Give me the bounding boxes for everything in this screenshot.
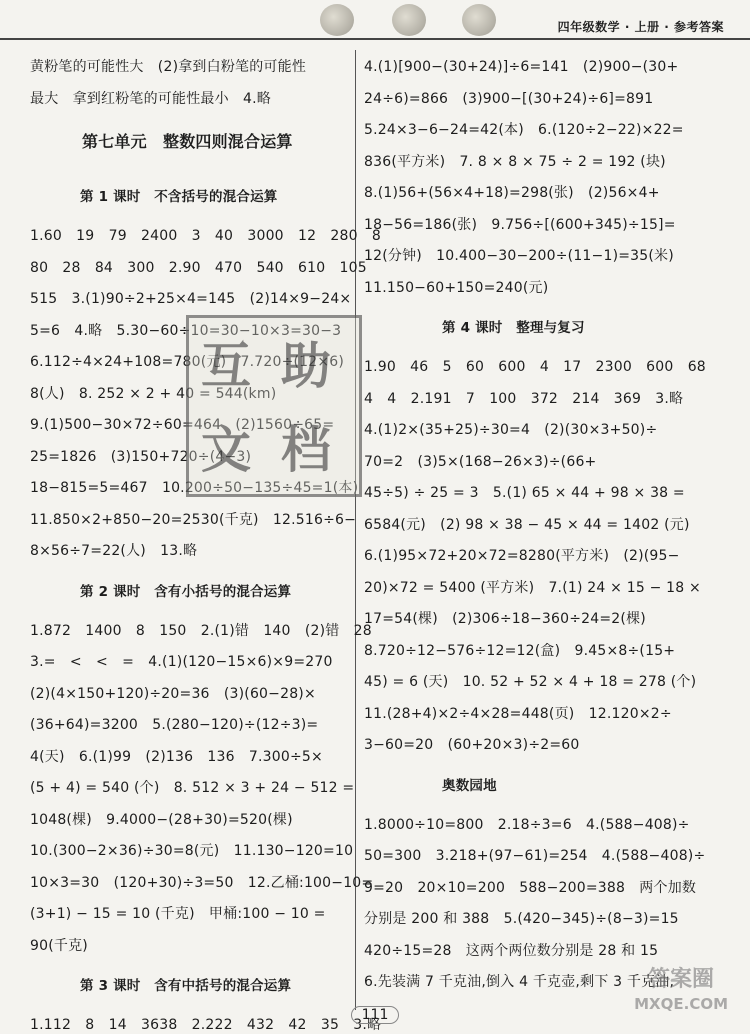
- answer-line: 6.112÷4×24+108=780(元) 7.720÷(12×6): [30, 354, 345, 370]
- answer-line: 3−60=20 (60+20×3)÷2=60: [364, 737, 580, 753]
- answer-line: 50=300 3.218+(97−61)=254 4.(588−408)÷: [364, 848, 706, 864]
- answer-line: (5 + 4) = 540 (个) 8. 512 × 3 + 24 − 512 =: [30, 780, 355, 796]
- answer-line: 4.(1)[900−(30+24)]÷6=141 (2)900−(30+: [364, 59, 679, 75]
- watermark-logo: [634, 968, 728, 1016]
- answer-line: 18−815=5=467 10.200÷50−135÷45=1(本): [30, 480, 359, 496]
- page-header: [0, 0, 750, 44]
- answer-line: 9.(1)500−30×72÷60=464 (2)1560÷65=: [30, 417, 335, 433]
- cartoon-icon: [392, 4, 426, 36]
- column-divider: [355, 50, 356, 1010]
- answer-line: 515 3.(1)90÷2+25×4=145 (2)14×9−24×: [30, 291, 352, 307]
- answer-line: 24÷6)=866 (3)900−[(30+24)÷6]=891: [364, 90, 654, 107]
- unit-heading: 第七单元 整数四则混合运算: [82, 132, 293, 151]
- answer-line: 836(平方米) 7. 8 × 8 × 75 ÷ 2 = 192 (块): [364, 153, 666, 170]
- page-number-label: 111: [351, 1006, 400, 1024]
- answer-line: 8×56÷7=22(人) 13.略: [30, 543, 198, 559]
- answer-line: 8(人) 8. 252 × 2 + 40 = 544(km): [30, 385, 277, 402]
- answer-line: 90(千克): [30, 937, 88, 954]
- answer-line: 1.872 1400 8 150 2.(1)错 140 (2)错 28: [30, 622, 372, 639]
- answer-line: 6.先装满 7 千克油,倒入 4 千克壶,剩下 3 千克油,: [364, 974, 675, 990]
- stamp-char: 文: [201, 420, 251, 479]
- answer-line: 10.(300−2×36)÷30=8(元) 11.130−120=10: [30, 843, 354, 859]
- lesson-heading: 第 3 课时 含有中括号的混合运算: [80, 978, 292, 994]
- answer-line: 1.60 19 79 2400 3 40 3000 12 280 8: [30, 228, 382, 244]
- stamp-char: 档: [281, 420, 331, 479]
- answer-line: 11.(28+4)×2÷4×28=448(页) 12.120×2÷: [364, 705, 672, 722]
- stamp-char: 互: [201, 336, 251, 395]
- cartoon-icon: [320, 4, 354, 36]
- answer-line: 18−56=186(张) 9.756÷[(600+345)÷15]=: [364, 216, 676, 233]
- answer-line: (3+1) − 15 = 10 (千克) 甲桶:100 − 10 =: [30, 906, 326, 922]
- lesson-heading: 第 2 课时 含有小括号的混合运算: [80, 583, 292, 600]
- answer-line: 20)×72 = 5400 (平方米) 7.(1) 24 × 15 − 18 ×: [364, 579, 701, 596]
- answer-line: 分别是 200 和 388 5.(420−345)÷(8−3)=15: [364, 911, 679, 927]
- answer-line: (2)(4×150+120)÷20=36 (3)(60−28)×: [30, 685, 316, 702]
- answer-line: 10×3=30 (120+30)÷3=50 12.乙桶:100−10=: [30, 874, 374, 891]
- answer-line: 1.112 8 14 3638 2.222 432 42 35 3.略: [30, 1017, 382, 1033]
- answer-line: 80 28 84 300 2.90 470 540 610 105: [30, 259, 367, 276]
- answer-line: 70=2 (3)5×(168−26×3)÷(66+: [364, 453, 597, 470]
- answer-line: 3.= < < = 4.(1)(120−15×6)×9=270: [30, 654, 333, 670]
- lesson-heading: 第 1 课时 不含括号的混合运算: [80, 189, 278, 205]
- lesson-heading: 第 4 课时 整理与复习: [442, 320, 585, 336]
- answer-line: 25=1826 (3)150+720÷(4−3): [30, 448, 252, 465]
- answer-line: 1.8000÷10=800 2.18÷3=6 4.(588−408)÷: [364, 816, 690, 833]
- header-title: 四年级数学 · 上册 · 参考答案: [557, 20, 724, 34]
- answer-line: 黄粉笔的可能性大 (2)拿到白粉笔的可能性: [30, 59, 307, 75]
- cartoon-icon: [462, 4, 496, 36]
- answer-line: 11.850×2+850−20=2530(千克) 12.516÷6−: [30, 511, 357, 528]
- logo-top-text: 答案圈: [648, 967, 715, 992]
- answer-line: 12(分钟) 10.400−30−200÷(11−1)=35(米): [364, 248, 674, 264]
- answer-line: 8.720÷12−576÷12=12(盒) 9.45×8÷(15+: [364, 642, 676, 659]
- stamp-char: 助: [281, 336, 331, 395]
- answer-line: 420÷15=28 这两个两位数分别是 28 和 15: [364, 942, 659, 959]
- header-rule: [0, 38, 750, 40]
- answer-line: 9=20 20×10=200 588−200=388 两个加数: [364, 879, 697, 896]
- answer-line: 17=54(棵) (2)306÷18−360÷24=2(棵): [364, 611, 646, 627]
- answer-line: 8.(1)56+(56×4+18)=298(张) (2)56×4+: [364, 185, 660, 201]
- answer-line: 4(天) 6.(1)99 (2)136 136 7.300÷5×: [30, 748, 323, 765]
- answer-line: 6584(元) (2) 98 × 38 − 45 × 44 = 1402 (元): [364, 516, 690, 533]
- answer-line: 4 4 2.191 7 100 372 214 369 3.略: [364, 390, 684, 407]
- answer-line: (36+64)=3200 5.(280−120)÷(12÷3)=: [30, 717, 319, 733]
- answer-line: 最大 拿到红粉笔的可能性最小 4.略: [30, 90, 271, 107]
- answer-line: 45) = 6 (天) 10. 52 + 52 × 4 + 18 = 278 (个): [364, 674, 697, 690]
- answer-line: 1.90 46 5 60 600 4 17 2300 600 68: [364, 359, 706, 375]
- lesson-heading: 奥数园地: [442, 777, 497, 794]
- answer-line: 6.(1)95×72+20×72=8280(平方米) (2)(95−: [364, 548, 680, 564]
- answer-line: 45÷5) ÷ 25 = 3 5.(1) 65 × 44 + 98 × 38 =: [364, 485, 685, 501]
- answer-line: 1048(棵) 9.4000−(28+30)=520(棵): [30, 811, 293, 828]
- answer-line: 5=6 4.略 5.30−60÷10=30−10×3=30−3: [30, 322, 342, 339]
- answer-line: 5.24×3−6−24=42(本) 6.(120÷2−22)×22=: [364, 122, 684, 138]
- answer-line: 4.(1)2×(35+25)÷30=4 (2)(30×3+50)÷: [364, 422, 658, 438]
- watermark-stamp: [186, 315, 362, 497]
- answer-line: 11.150−60+150=240(元): [364, 279, 549, 296]
- logo-bottom-text: MXQE.COM: [634, 995, 728, 1013]
